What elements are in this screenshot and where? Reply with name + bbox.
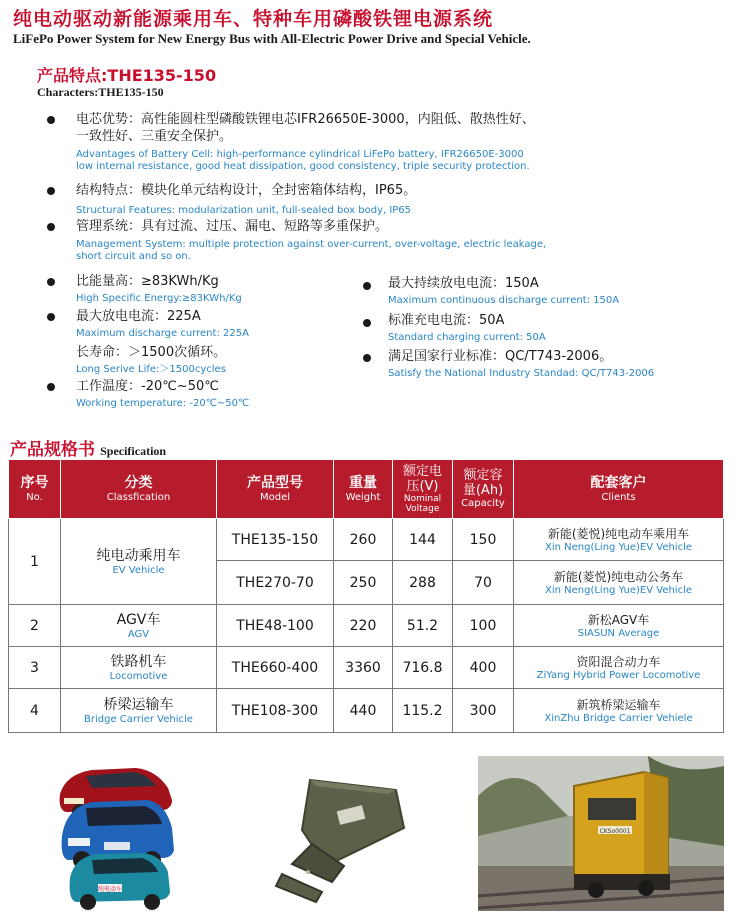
bullet-icon <box>47 278 55 286</box>
battery-pack-photo <box>272 770 412 905</box>
features-title: 产品特点:THE135-150 <box>37 66 217 85</box>
svg-text:CKSo0001: CKSo0001 <box>599 828 631 835</box>
feature-battery-cell: 电芯优势：高性能圆柱型磷酸铁锂电芯IFR26650E-3000，内阻低、散热性好、 一致性好、三重安全保护。 Advantages of Battery Cell: high-performance cylindrical LiFePo battery, IFR26650E-3000 low internal resistance, good heat dissipation, good consistency, triple security protection. <box>76 112 535 172</box>
table-row <box>9 519 724 561</box>
feature-long-life: 长寿命：＞1500次循环。 Long Serive Life:＞1500cycles <box>76 345 227 375</box>
spec-table <box>8 459 724 733</box>
cell-capacity: 300 <box>453 689 514 733</box>
bullet-icon <box>47 313 55 321</box>
cell-voltage: 115.2 <box>393 689 453 733</box>
header-model: 产品型号 Model <box>217 460 334 519</box>
header-weight: 重量 Weight <box>334 460 393 519</box>
cell-voltage: 716.8 <box>393 647 453 689</box>
teal-car-icon <box>70 853 170 910</box>
cell-class: 桥梁运输车 Bridge Carrier Vehicle <box>61 689 217 733</box>
locomotive-photo <box>478 756 724 911</box>
cell-weight: 260 <box>334 519 393 561</box>
cell-no: 3 <box>9 647 61 689</box>
cell-weight: 220 <box>334 605 393 647</box>
feature-working-temp: 工作温度：-20℃~50℃ Working temperature: -20℃~50℃ <box>76 379 250 409</box>
cell-capacity: 100 <box>453 605 514 647</box>
cell-weight: 440 <box>334 689 393 733</box>
bullet-icon <box>47 187 55 195</box>
cell-client: 新筑桥梁运输车 XinZhu Bridge Carrier Vehiele <box>514 689 724 733</box>
header-voltage: 额定电 压(V) Nominal Voltage <box>393 460 453 519</box>
header-class: 分类 Classfication <box>61 460 217 519</box>
bullet-icon <box>363 282 371 290</box>
bullet-icon <box>47 116 55 124</box>
cell-class: 纯电动乘用车 EV Vehicle <box>61 519 217 605</box>
cell-class: AGV车 AGV <box>61 605 217 647</box>
table-header-row <box>9 460 724 519</box>
cell-model: THE108-300 <box>217 689 334 733</box>
bullet-icon <box>363 319 371 327</box>
bullet-icon <box>47 383 55 391</box>
header-no: 序号 No. <box>9 460 61 519</box>
header-clients: 配套客户 Clients <box>514 460 724 519</box>
bullet-icon <box>363 354 371 362</box>
cell-no: 4 <box>9 689 61 733</box>
cars-photo <box>52 758 180 910</box>
feature-max-discharge: 最大放电电流：225A Maximum discharge current: 225A <box>76 309 249 339</box>
cell-voltage: 144 <box>393 519 453 561</box>
cell-weight: 3360 <box>334 647 393 689</box>
cell-model: THE135-150 <box>217 519 334 561</box>
spec-title: 产品规格书 Specification <box>10 440 167 460</box>
cell-capacity: 400 <box>453 647 514 689</box>
cell-class: 铁路机车 Locomotive <box>61 647 217 689</box>
cell-capacity: 70 <box>453 561 514 605</box>
cell-voltage: 288 <box>393 561 453 605</box>
cell-model: THE48-100 <box>217 605 334 647</box>
cell-client: 新能(菱悦)纯电动车乘用车 Xin Neng(Ling Yue)EV Vehicle <box>514 519 724 561</box>
feature-continuous-discharge: 最大持续放电电流：150A Maximum continuous discharge current: 150A <box>388 276 620 306</box>
table-row <box>9 605 724 647</box>
features-subtitle: Characters:THE135-150 <box>37 85 164 99</box>
bullet-icon <box>47 223 55 231</box>
feature-charge-current: 标准充电电流：50A Standard charging current: 50A <box>388 313 546 343</box>
cell-no: 2 <box>9 605 61 647</box>
header-capacity: 额定容 量(Ah) Capacity <box>453 460 514 519</box>
cell-voltage: 51.2 <box>393 605 453 647</box>
feature-structure: 结构特点：模块化单元结构设计，全封密箱体结构，IP65。 Structural Features: modularization unit, full-sealed box body, IP65 <box>76 183 417 216</box>
table-row <box>9 689 724 733</box>
cell-client: 新能(菱悦)纯电动公务车 Xin Neng(Ling Yue)EV Vehicle <box>514 561 724 605</box>
feature-management: 管理系统：具有过流、过压、漏电、短路等多重保护。 Management System: multiple protection against over-current, over-voltage, electric leakage, short circuit and so on. <box>76 219 547 262</box>
cell-capacity: 150 <box>453 519 514 561</box>
cell-weight: 250 <box>334 561 393 605</box>
page-subtitle: LiFePo Power System for New Energy Bus with All-Electric Power Drive and Special Vehicle. <box>13 31 531 46</box>
cell-no: 1 <box>9 519 61 605</box>
table-row <box>9 647 724 689</box>
page-title: 纯电动驱动新能源乘用车、特种车用磷酸铁锂电源系统 <box>13 8 494 30</box>
feature-standard: 满足国家行业标准：QC/T743-2006。 Satisfy the National Industry Standad: QC/T743-2006 <box>388 349 655 379</box>
svg-text:纯电动车: 纯电动车 <box>97 886 123 893</box>
cell-model: THE660-400 <box>217 647 334 689</box>
cell-client: 新松AGV车 SIASUN Average <box>514 605 724 647</box>
cell-client: 资阳混合动力车 ZiYang Hybrid Power Locomotive <box>514 647 724 689</box>
cell-model: THE270-70 <box>217 561 334 605</box>
feature-specific-energy: 比能量高：≥83KWh/Kg High Specific Energy:≥83KWh/Kg <box>76 274 242 304</box>
